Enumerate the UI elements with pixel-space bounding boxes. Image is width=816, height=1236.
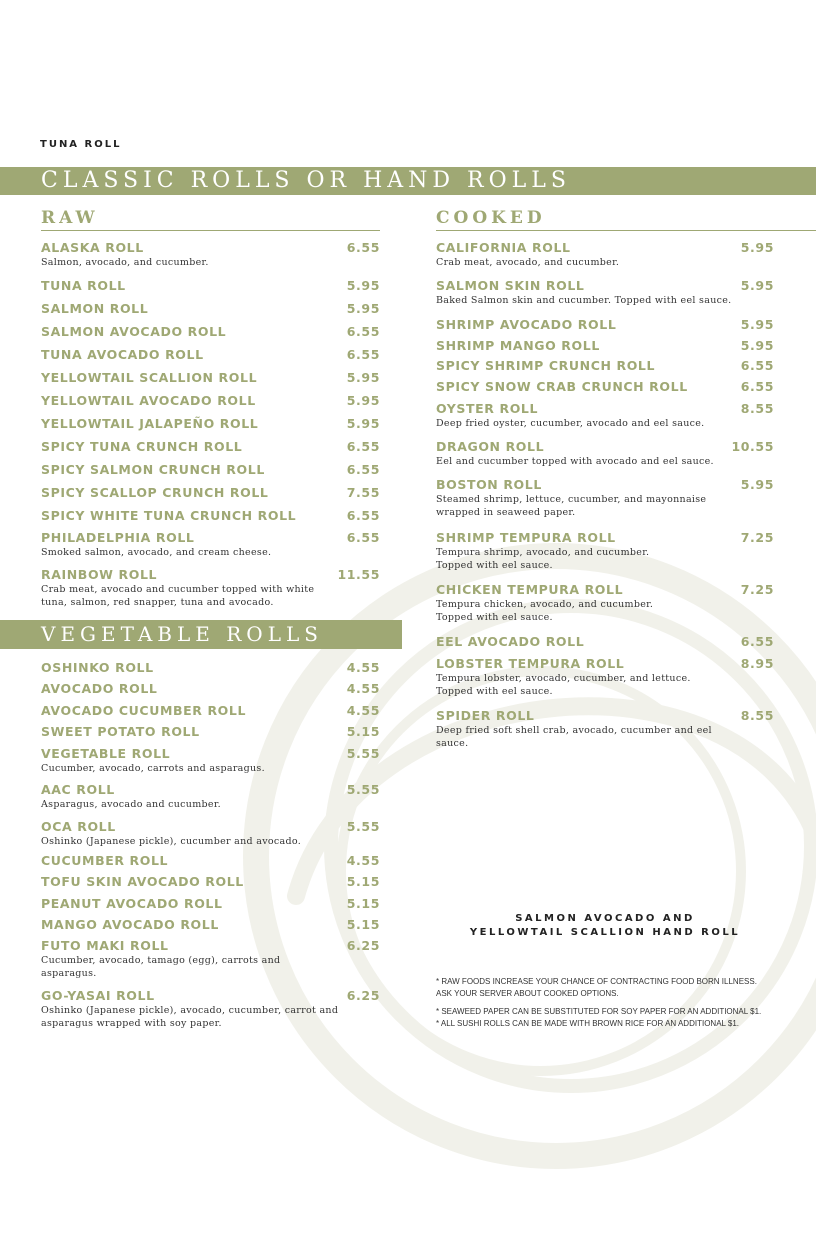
menu-item xyxy=(436,708,774,750)
item-price: 5.95 xyxy=(740,477,774,492)
menu-item xyxy=(436,530,774,572)
menu-item xyxy=(41,988,380,1030)
menu-item xyxy=(41,278,380,293)
menu-item xyxy=(41,301,380,316)
item-description: Cucumber, avocado, carrots and asparagus. xyxy=(41,763,265,774)
item-name: PHILADELPHIA ROLL xyxy=(41,530,195,545)
menu-item xyxy=(436,240,774,269)
item-name: OSHINKO ROLL xyxy=(41,660,154,675)
menu-item xyxy=(41,439,380,454)
item-description: Deep fried oyster, cucumber, avocado and eel sauce. xyxy=(436,418,705,429)
item-price: 5.95 xyxy=(346,393,380,408)
item-price: 5.95 xyxy=(346,301,380,316)
item-name: FUTO MAKI ROLL xyxy=(41,938,169,953)
menu-item xyxy=(436,338,774,353)
item-name: DRAGON ROLL xyxy=(436,439,545,454)
item-name: BOSTON ROLL xyxy=(436,477,542,492)
item-name: OCA ROLL xyxy=(41,819,116,834)
item-price: 6.25 xyxy=(346,938,380,953)
item-name: SPICY SNOW CRAB CRUNCH ROLL xyxy=(436,379,688,394)
item-description: Deep fried soft shell crab, avocado, cucumber and eel sauce. xyxy=(436,725,712,749)
brown-rice-note: * ALL SUSHI ROLLS CAN BE MADE WITH BROWN RICE FOR AN ADDITIONAL $1. xyxy=(436,1019,740,1028)
item-name: CUCUMBER ROLL xyxy=(41,853,169,868)
classic-rolls-title: CLASSIC ROLLS OR HAND ROLLS xyxy=(41,168,571,193)
raw-warning-line-2: ASK YOUR SERVER ABOUT COOKED OPTIONS. xyxy=(436,989,619,998)
menu-item xyxy=(41,681,380,696)
item-name: CALIFORNIA ROLL xyxy=(436,240,571,255)
item-description: Tempura shrimp, avocado, and cucumber. Topped with eel sauce. xyxy=(436,547,650,571)
menu-item xyxy=(41,660,380,675)
menu-item xyxy=(41,347,380,362)
item-price: 6.55 xyxy=(346,508,380,523)
item-name: YELLOWTAIL SCALLION ROLL xyxy=(41,370,258,385)
item-description: Cucumber, avocado, tamago (egg), carrots and asparagus. xyxy=(41,955,281,979)
item-price: 5.15 xyxy=(346,724,380,739)
item-name: SHRIMP AVOCADO ROLL xyxy=(436,317,617,332)
item-description: Steamed shrimp, lettuce, cucumber, and mayonnaise wrapped in seaweed paper. xyxy=(436,494,707,518)
item-price: 5.15 xyxy=(346,874,380,889)
item-name: YELLOWTAIL JALAPEÑO ROLL xyxy=(41,416,259,431)
item-name: SWEET POTATO ROLL xyxy=(41,724,200,739)
menu-item xyxy=(41,782,380,811)
item-price: 6.55 xyxy=(346,462,380,477)
menu-item xyxy=(41,853,380,868)
cooked-heading: COOKED xyxy=(436,208,816,231)
item-price: 8.55 xyxy=(740,401,774,416)
item-name: EEL AVOCADO ROLL xyxy=(436,634,585,649)
item-price: 5.55 xyxy=(346,746,380,761)
item-name: MANGO AVOCADO ROLL xyxy=(41,917,219,932)
hand-roll-line-2: YELLOWTAIL SCALLION HAND ROLL xyxy=(469,927,741,938)
menu-item xyxy=(41,896,380,911)
item-price: 11.55 xyxy=(337,567,380,582)
menu-item xyxy=(41,508,380,523)
item-price: 5.15 xyxy=(346,917,380,932)
item-name: AAC ROLL xyxy=(41,782,115,797)
item-name: AVOCADO CUCUMBER ROLL xyxy=(41,703,247,718)
item-name: CHICKEN TEMPURA ROLL xyxy=(436,582,624,597)
item-name: SPIDER ROLL xyxy=(436,708,535,723)
item-price: 6.55 xyxy=(346,240,380,255)
item-name: TUNA ROLL xyxy=(41,278,126,293)
item-description: Asparagus, avocado and cucumber. xyxy=(41,799,221,810)
hand-roll-line-1: SALMON AVOCADO AND xyxy=(515,913,695,924)
item-price: 6.55 xyxy=(346,439,380,454)
menu-item xyxy=(41,240,380,269)
item-name: PEANUT AVOCADO ROLL xyxy=(41,896,223,911)
menu-item xyxy=(41,746,380,775)
item-description: Tempura chicken, avocado, and cucumber. Topped with eel sauce. xyxy=(436,599,654,623)
item-name: VEGETABLE ROLL xyxy=(41,746,171,761)
item-price: 7.25 xyxy=(740,582,774,597)
menu-item xyxy=(436,401,774,430)
item-price: 6.55 xyxy=(740,358,774,373)
item-price: 6.55 xyxy=(346,324,380,339)
item-price: 5.95 xyxy=(740,317,774,332)
item-name: SPICY WHITE TUNA CRUNCH ROLL xyxy=(41,508,297,523)
top-caption: TUNA ROLL xyxy=(40,139,122,150)
menu-item xyxy=(41,819,380,848)
item-description: Tempura lobster, avocado, cucumber, and lettuce. Topped with eel sauce. xyxy=(436,673,691,697)
item-name: TUNA AVOCADO ROLL xyxy=(41,347,204,362)
item-name: AVOCADO ROLL xyxy=(41,681,158,696)
vegetable-rolls-title: VEGETABLE ROLLS xyxy=(41,622,323,646)
menu-item xyxy=(41,917,380,932)
menu-footnotes xyxy=(436,1006,796,1030)
item-name: TOFU SKIN AVOCADO ROLL xyxy=(41,874,244,889)
item-price: 5.95 xyxy=(740,240,774,255)
item-price: 5.95 xyxy=(346,278,380,293)
item-price: 7.55 xyxy=(346,485,380,500)
item-price: 8.95 xyxy=(740,656,774,671)
menu-item xyxy=(41,324,380,339)
item-name: SHRIMP MANGO ROLL xyxy=(436,338,600,353)
item-name: SPICY SALMON CRUNCH ROLL xyxy=(41,462,265,477)
item-price: 6.55 xyxy=(740,379,774,394)
item-price: 4.55 xyxy=(346,681,380,696)
hand-roll-caption xyxy=(436,912,774,940)
item-price: 6.55 xyxy=(740,634,774,649)
item-name: SALMON AVOCADO ROLL xyxy=(41,324,227,339)
menu-item xyxy=(436,634,774,649)
menu-item xyxy=(41,416,380,431)
item-price: 5.95 xyxy=(346,370,380,385)
item-price: 4.55 xyxy=(346,853,380,868)
item-name: ALASKA ROLL xyxy=(41,240,144,255)
menu-item xyxy=(436,379,774,394)
item-name: YELLOWTAIL AVOCADO ROLL xyxy=(41,393,256,408)
raw-food-warning xyxy=(436,976,796,1000)
item-price: 8.55 xyxy=(740,708,774,723)
item-name: OYSTER ROLL xyxy=(436,401,539,416)
item-name: SHRIMP TEMPURA ROLL xyxy=(436,530,616,545)
item-description: Smoked salmon, avocado, and cream cheese. xyxy=(41,547,272,558)
item-price: 4.55 xyxy=(346,660,380,675)
item-price: 4.55 xyxy=(346,703,380,718)
item-name: SPICY TUNA CRUNCH ROLL xyxy=(41,439,243,454)
item-price: 5.55 xyxy=(346,819,380,834)
item-description: Eel and cucumber topped with avocado and eel sauce. xyxy=(436,456,714,467)
item-price: 7.25 xyxy=(740,530,774,545)
menu-item xyxy=(41,724,380,739)
menu-item xyxy=(41,485,380,500)
menu-item xyxy=(436,582,774,624)
raw-heading: RAW xyxy=(41,208,380,231)
menu-item xyxy=(436,317,774,332)
menu-item xyxy=(436,358,774,373)
seaweed-note: * SEAWEED PAPER CAN BE SUBSTITUTED FOR SOY PAPER FOR AN ADDITIONAL $1. xyxy=(436,1007,762,1016)
item-name: LOBSTER TEMPURA ROLL xyxy=(436,656,625,671)
menu-item xyxy=(436,477,774,519)
item-name: SPICY SHRIMP CRUNCH ROLL xyxy=(436,358,656,373)
menu-item xyxy=(436,278,774,307)
raw-warning-line-1: * RAW FOODS INCREASE YOUR CHANCE OF CONTRACTING FOOD BORN ILLNESS. xyxy=(436,977,757,986)
menu-item xyxy=(436,656,774,698)
menu-item xyxy=(41,393,380,408)
item-description: Crab meat, avocado and cucumber topped with white tuna, salmon, red snapper, tuna and avocado. xyxy=(41,584,315,608)
menu-item xyxy=(41,530,380,559)
item-price: 5.95 xyxy=(740,338,774,353)
menu-item xyxy=(41,703,380,718)
item-name: SALMON SKIN ROLL xyxy=(436,278,585,293)
item-description: Crab meat, avocado, and cucumber. xyxy=(436,257,620,268)
item-description: Baked Salmon skin and cucumber. Topped with eel sauce. xyxy=(436,295,732,306)
menu-item xyxy=(41,567,380,609)
item-price: 6.25 xyxy=(346,988,380,1003)
menu-item xyxy=(41,462,380,477)
item-price: 5.55 xyxy=(346,782,380,797)
menu-item xyxy=(41,370,380,385)
item-price: 5.15 xyxy=(346,896,380,911)
menu-item xyxy=(436,439,774,468)
item-price: 5.95 xyxy=(346,416,380,431)
item-description: Oshinko (Japanese pickle), avocado, cucumber, carrot and asparagus wrapped with soy paper. xyxy=(41,1005,339,1029)
item-price: 6.55 xyxy=(346,530,380,545)
menu-item xyxy=(41,938,380,980)
item-price: 6.55 xyxy=(346,347,380,362)
item-description: Oshinko (Japanese pickle), cucumber and avocado. xyxy=(41,836,302,847)
item-name: SPICY SCALLOP CRUNCH ROLL xyxy=(41,485,269,500)
item-name: GO-YASAI ROLL xyxy=(41,988,155,1003)
item-name: SALMON ROLL xyxy=(41,301,149,316)
item-price: 5.95 xyxy=(740,278,774,293)
menu-item xyxy=(41,874,380,889)
vegetable-rolls-banner xyxy=(0,620,402,649)
classic-rolls-banner xyxy=(0,167,816,195)
item-price: 10.55 xyxy=(731,439,774,454)
item-description: Salmon, avocado, and cucumber. xyxy=(41,257,209,268)
item-name: RAINBOW ROLL xyxy=(41,567,158,582)
